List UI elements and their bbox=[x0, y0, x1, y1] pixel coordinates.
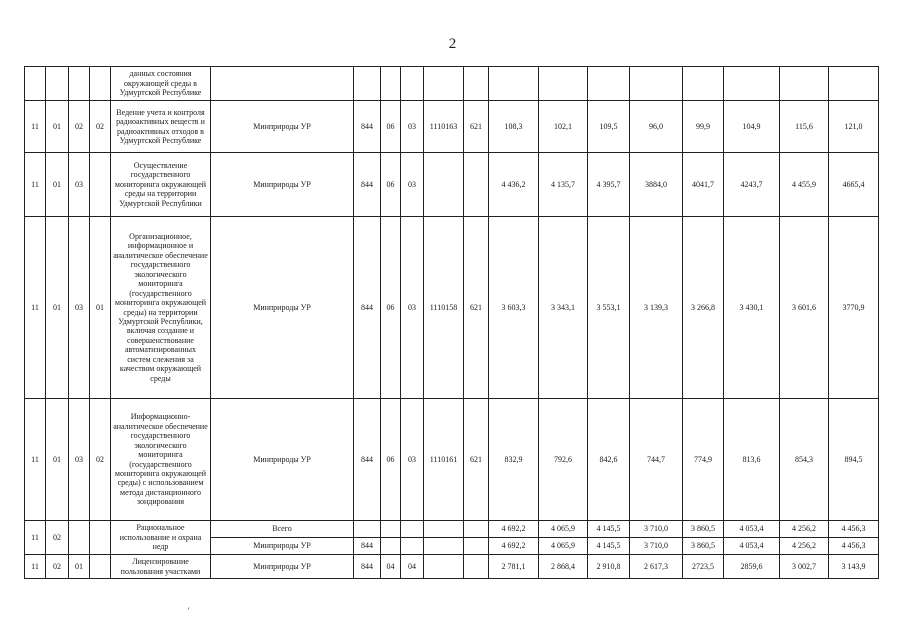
value-cell: 4 065,9 bbox=[539, 538, 588, 555]
code-cell: 06 bbox=[381, 217, 401, 399]
code-cell: 01 bbox=[90, 217, 111, 399]
value-cell: 3884,0 bbox=[630, 153, 683, 217]
value-cell: 108,3 bbox=[489, 101, 539, 153]
owner-cell: Минприроды УР bbox=[211, 399, 354, 521]
code-cell: 04 bbox=[381, 555, 401, 579]
table-row bbox=[25, 555, 879, 579]
value-cell: 842,6 bbox=[588, 399, 630, 521]
scan-mark: ' bbox=[188, 606, 190, 615]
value-cell: 4 145,5 bbox=[588, 521, 630, 538]
value-cell: 4665,4 bbox=[829, 153, 879, 217]
code-cell bbox=[381, 67, 401, 101]
value-cell: 4 135,7 bbox=[539, 153, 588, 217]
value-cell: 4243,7 bbox=[724, 153, 780, 217]
owner-cell: Минприроды УР bbox=[211, 153, 354, 217]
table-row bbox=[25, 521, 879, 538]
code-cell: 11 bbox=[25, 153, 46, 217]
item-name: данных состояния окружающей среды в Удмуртской Республике bbox=[111, 67, 211, 101]
value-cell bbox=[829, 67, 879, 101]
owner-cell: Минприроды УР bbox=[211, 101, 354, 153]
code-cell bbox=[381, 521, 401, 538]
code-cell: 11 bbox=[25, 555, 46, 579]
item-name: Лицензирование пользования участками bbox=[111, 555, 211, 579]
table-row bbox=[25, 399, 879, 521]
value-cell: 3 710,0 bbox=[630, 538, 683, 555]
value-cell: 894,5 bbox=[829, 399, 879, 521]
code-cell: 01 bbox=[46, 153, 69, 217]
code-cell: 1110158 bbox=[424, 217, 464, 399]
value-cell: 3 139,3 bbox=[630, 217, 683, 399]
code-cell: 02 bbox=[69, 101, 90, 153]
code-cell bbox=[464, 67, 489, 101]
code-cell bbox=[354, 521, 381, 538]
value-cell: 99,9 bbox=[683, 101, 724, 153]
code-cell: 11 bbox=[25, 101, 46, 153]
value-cell: 3 430,1 bbox=[724, 217, 780, 399]
code-cell: 11 bbox=[25, 399, 46, 521]
owner-cell: Всего bbox=[211, 521, 354, 538]
value-cell: 2723,5 bbox=[683, 555, 724, 579]
value-cell: 774,9 bbox=[683, 399, 724, 521]
value-cell bbox=[539, 67, 588, 101]
code-cell: 621 bbox=[464, 217, 489, 399]
table-row bbox=[25, 153, 879, 217]
value-cell: 115,6 bbox=[780, 101, 829, 153]
code-cell: 03 bbox=[401, 399, 424, 521]
code-cell bbox=[464, 538, 489, 555]
code-cell: 01 bbox=[46, 101, 69, 153]
value-cell: 4 145,5 bbox=[588, 538, 630, 555]
code-cell bbox=[401, 538, 424, 555]
value-cell: 4 692,2 bbox=[489, 521, 539, 538]
value-cell: 3 603,3 bbox=[489, 217, 539, 399]
value-cell: 3 860,5 bbox=[683, 521, 724, 538]
code-cell: 844 bbox=[354, 217, 381, 399]
code-cell: 02 bbox=[90, 399, 111, 521]
code-cell: 04 bbox=[401, 555, 424, 579]
owner-cell bbox=[211, 67, 354, 101]
code-cell: 11 bbox=[25, 217, 46, 399]
value-cell: 4 065,9 bbox=[539, 521, 588, 538]
value-cell: 2 617,3 bbox=[630, 555, 683, 579]
value-cell: 744,7 bbox=[630, 399, 683, 521]
code-cell: 01 bbox=[46, 217, 69, 399]
value-cell: 4 436,2 bbox=[489, 153, 539, 217]
value-cell: 3 343,1 bbox=[539, 217, 588, 399]
value-cell: 4 455,9 bbox=[780, 153, 829, 217]
value-cell bbox=[724, 67, 780, 101]
code-cell bbox=[69, 521, 90, 555]
code-cell: 1110161 bbox=[424, 399, 464, 521]
code-cell: 06 bbox=[381, 101, 401, 153]
value-cell: 4 456,3 bbox=[829, 521, 879, 538]
code-cell: 11 bbox=[25, 521, 46, 555]
value-cell: 3 710,0 bbox=[630, 521, 683, 538]
value-cell: 2 910,8 bbox=[588, 555, 630, 579]
code-cell bbox=[354, 67, 381, 101]
code-cell bbox=[90, 521, 111, 555]
item-name: Ведение учета и контроля радиоактивных веществ и радиоактивных отходов в Удмуртской Республике bbox=[111, 101, 211, 153]
value-cell: 4 456,3 bbox=[829, 538, 879, 555]
value-cell: 121,0 bbox=[829, 101, 879, 153]
value-cell: 3 266,8 bbox=[683, 217, 724, 399]
item-name: Рациональное использование и охрана недр bbox=[111, 521, 211, 555]
owner-cell: Минприроды УР bbox=[211, 538, 354, 555]
code-cell: 844 bbox=[354, 538, 381, 555]
table-row bbox=[25, 101, 879, 153]
value-cell: 3 143,9 bbox=[829, 555, 879, 579]
code-cell: 06 bbox=[381, 399, 401, 521]
code-cell bbox=[90, 153, 111, 217]
code-cell: 844 bbox=[354, 555, 381, 579]
code-cell: 844 bbox=[354, 101, 381, 153]
value-cell: 813,6 bbox=[724, 399, 780, 521]
code-cell: 02 bbox=[90, 101, 111, 153]
code-cell bbox=[464, 555, 489, 579]
table-row bbox=[25, 217, 879, 399]
code-cell: 01 bbox=[69, 555, 90, 579]
code-cell bbox=[424, 521, 464, 538]
code-cell: 02 bbox=[46, 521, 69, 555]
item-name: Осуществление государственного мониторинга окружающей среды на территории Удмуртской Республики bbox=[111, 153, 211, 217]
value-cell: 4 053,4 bbox=[724, 521, 780, 538]
owner-cell: Минприроды УР bbox=[211, 555, 354, 579]
value-cell: 109,5 bbox=[588, 101, 630, 153]
code-cell bbox=[90, 67, 111, 101]
code-cell bbox=[424, 555, 464, 579]
code-cell bbox=[69, 67, 90, 101]
value-cell bbox=[489, 67, 539, 101]
value-cell: 792,6 bbox=[539, 399, 588, 521]
code-cell bbox=[401, 67, 424, 101]
code-cell: 03 bbox=[69, 217, 90, 399]
code-cell: 02 bbox=[46, 555, 69, 579]
code-cell bbox=[25, 67, 46, 101]
value-cell: 102,1 bbox=[539, 101, 588, 153]
code-cell bbox=[90, 555, 111, 579]
code-cell: 621 bbox=[464, 399, 489, 521]
item-name: Информационно-аналитическое обеспечение государственного экологического мониторинга (государственного мониторинга окружающей среды) с использованием метода дистанционного зондирования bbox=[111, 399, 211, 521]
value-cell: 3 002,7 bbox=[780, 555, 829, 579]
code-cell bbox=[424, 67, 464, 101]
budget-table bbox=[24, 66, 879, 579]
value-cell: 4041,7 bbox=[683, 153, 724, 217]
page-number: 2 bbox=[448, 36, 457, 52]
code-cell bbox=[464, 153, 489, 217]
item-name: Организационное, информационное и аналитическое обеспечение государственного экологического мониторинга (государственного мониторинга окружающей среды) на территории Удмуртской Республики, включая создание и совершенствование автоматизированных систем слежения за качеством окружающей среды bbox=[111, 217, 211, 399]
value-cell: 2 781,1 bbox=[489, 555, 539, 579]
value-cell: 4 256,2 bbox=[780, 538, 829, 555]
code-cell: 03 bbox=[69, 153, 90, 217]
value-cell: 4 256,2 bbox=[780, 521, 829, 538]
code-cell: 1110163 bbox=[424, 101, 464, 153]
value-cell: 2 868,4 bbox=[539, 555, 588, 579]
code-cell bbox=[424, 538, 464, 555]
value-cell: 832,9 bbox=[489, 399, 539, 521]
code-cell: 03 bbox=[401, 217, 424, 399]
value-cell bbox=[780, 67, 829, 101]
code-cell bbox=[464, 521, 489, 538]
code-cell: 03 bbox=[69, 399, 90, 521]
code-cell: 03 bbox=[401, 153, 424, 217]
value-cell: 3 601,6 bbox=[780, 217, 829, 399]
code-cell bbox=[401, 521, 424, 538]
value-cell: 3770,9 bbox=[829, 217, 879, 399]
value-cell: 4 395,7 bbox=[588, 153, 630, 217]
value-cell: 96,0 bbox=[630, 101, 683, 153]
owner-cell: Минприроды УР bbox=[211, 217, 354, 399]
code-cell: 03 bbox=[401, 101, 424, 153]
code-cell: 01 bbox=[46, 399, 69, 521]
code-cell: 621 bbox=[464, 101, 489, 153]
value-cell bbox=[588, 67, 630, 101]
code-cell bbox=[424, 153, 464, 217]
value-cell: 3 860,5 bbox=[683, 538, 724, 555]
table-row bbox=[25, 67, 879, 101]
value-cell bbox=[683, 67, 724, 101]
value-cell: 854,3 bbox=[780, 399, 829, 521]
value-cell: 4 053,4 bbox=[724, 538, 780, 555]
value-cell: 2859,6 bbox=[724, 555, 780, 579]
value-cell: 4 692,2 bbox=[489, 538, 539, 555]
value-cell: 104,9 bbox=[724, 101, 780, 153]
value-cell bbox=[630, 67, 683, 101]
code-cell bbox=[381, 538, 401, 555]
value-cell: 3 553,1 bbox=[588, 217, 630, 399]
code-cell: 06 bbox=[381, 153, 401, 217]
code-cell: 844 bbox=[354, 399, 381, 521]
code-cell bbox=[46, 67, 69, 101]
code-cell: 844 bbox=[354, 153, 381, 217]
